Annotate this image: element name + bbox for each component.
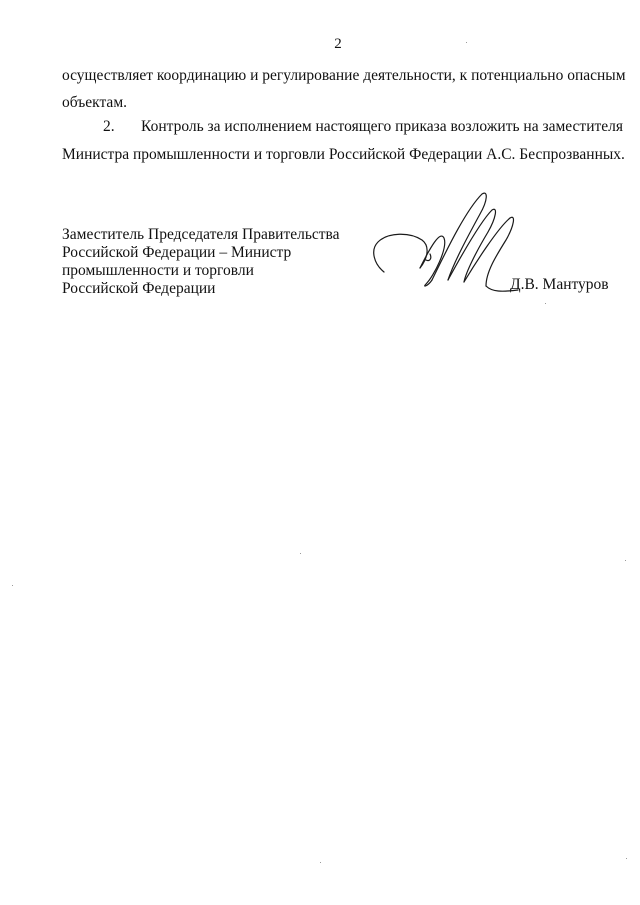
continuation-line-2: объектам. (62, 94, 127, 111)
signatory-name: Д.В. Мантуров (510, 276, 609, 293)
scan-speck (625, 560, 626, 561)
scan-speck (320, 862, 321, 863)
item-2-line-1: Контроль за исполнением настоящего приказа возложить на заместителя (141, 118, 624, 135)
handwritten-signature-icon (368, 188, 520, 296)
signatory-title-line-2: Российской Федерации – Министр (62, 244, 292, 261)
scan-speck (626, 858, 627, 859)
continuation-line-1: осуществляет координацию и регулирование деятельности, к потенциально опасным (62, 67, 626, 84)
item-2-line-2: Министра промышленности и торговли Российской Федерации А.С. Беспрозванных. (62, 146, 625, 163)
item-2-number: 2. (103, 118, 115, 135)
signatory-title-line-1: Заместитель Председателя Правительства (62, 226, 340, 243)
scan-speck (466, 42, 467, 43)
scan-speck (545, 303, 546, 304)
signatory-title-line-4: Российской Федерации (62, 280, 216, 297)
scan-speck (300, 553, 301, 554)
signatory-title-line-3: промышленности и торговли (62, 262, 254, 279)
page-number: 2 (334, 36, 342, 52)
scan-speck (12, 585, 13, 586)
signatory-title (62, 226, 340, 298)
